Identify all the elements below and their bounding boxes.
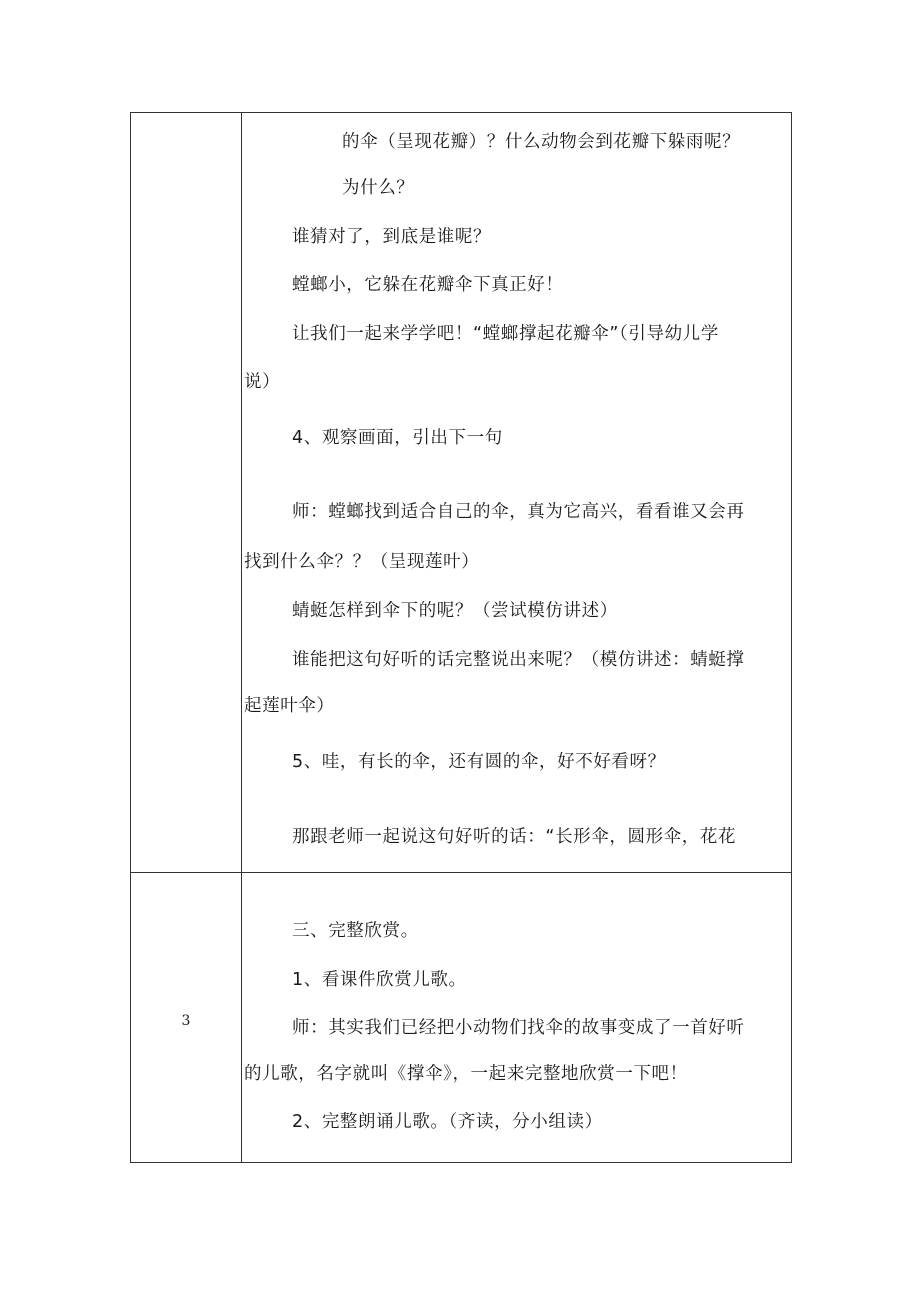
step-content-cell [242, 113, 792, 873]
step-content [242, 113, 791, 872]
step-number: 3 [181, 1013, 191, 1029]
text-line: 说） [244, 372, 281, 392]
text-line: 蜻蜓怎样到伞下的呢？（尝试模仿讲述） [292, 601, 618, 621]
step-number-cell [131, 873, 242, 1163]
text-line: 的伞（呈现花瓣）？什么动物会到花瓣下躲雨呢？ [342, 132, 741, 152]
text-line: 谁猜对了，到底是谁呢？ [292, 227, 492, 247]
text-line: 起莲叶伞） [244, 696, 335, 716]
text-line: 4、观察画面，引出下一句 [292, 428, 503, 448]
text-line: 为什么？ [342, 178, 415, 198]
step-content [242, 873, 791, 1162]
text-line: 师：其实我们已经把小动物们找伞的故事变成了一首好听 [292, 1018, 745, 1038]
text-line: 2、完整朗诵儿歌。（齐读，分小组读） [292, 1112, 603, 1132]
text-line: 让我们一起来学学吧！“螳螂撑起花瓣伞”（引导幼儿学 [292, 324, 719, 344]
step-number [131, 113, 241, 253]
table-row [131, 873, 792, 1163]
lesson-plan-table [130, 112, 792, 1163]
text-line: 1、看课件欣赏儿歌。 [292, 970, 467, 990]
text-line: 螳螂小，它躲在花瓣伞下真正好！ [292, 275, 564, 295]
table-row [131, 113, 792, 873]
text-line: 找到什么伞？？（呈现莲叶） [244, 552, 480, 572]
text-line: 那跟老师一起说这句好听的话：“长形伞，圆形伞，花花 [292, 827, 737, 847]
text-line: 5、哇，有长的伞，还有圆的伞，好不好看呀？ [292, 752, 666, 772]
step-number-cell [131, 113, 242, 873]
text-line: 师：螳螂找到适合自己的伞，真为它高兴，看看谁又会再 [292, 502, 745, 522]
text-line: 的儿歌，名字就叫《撑伞》，一起来完整地欣赏一下吧！ [244, 1064, 688, 1084]
step-content-cell [242, 873, 792, 1163]
text-line: 三、完整欣赏。 [292, 921, 419, 941]
text-line: 谁能把这句好听的话完整说出来呢？（模仿讲述：蜻蜓撑 [292, 650, 745, 670]
